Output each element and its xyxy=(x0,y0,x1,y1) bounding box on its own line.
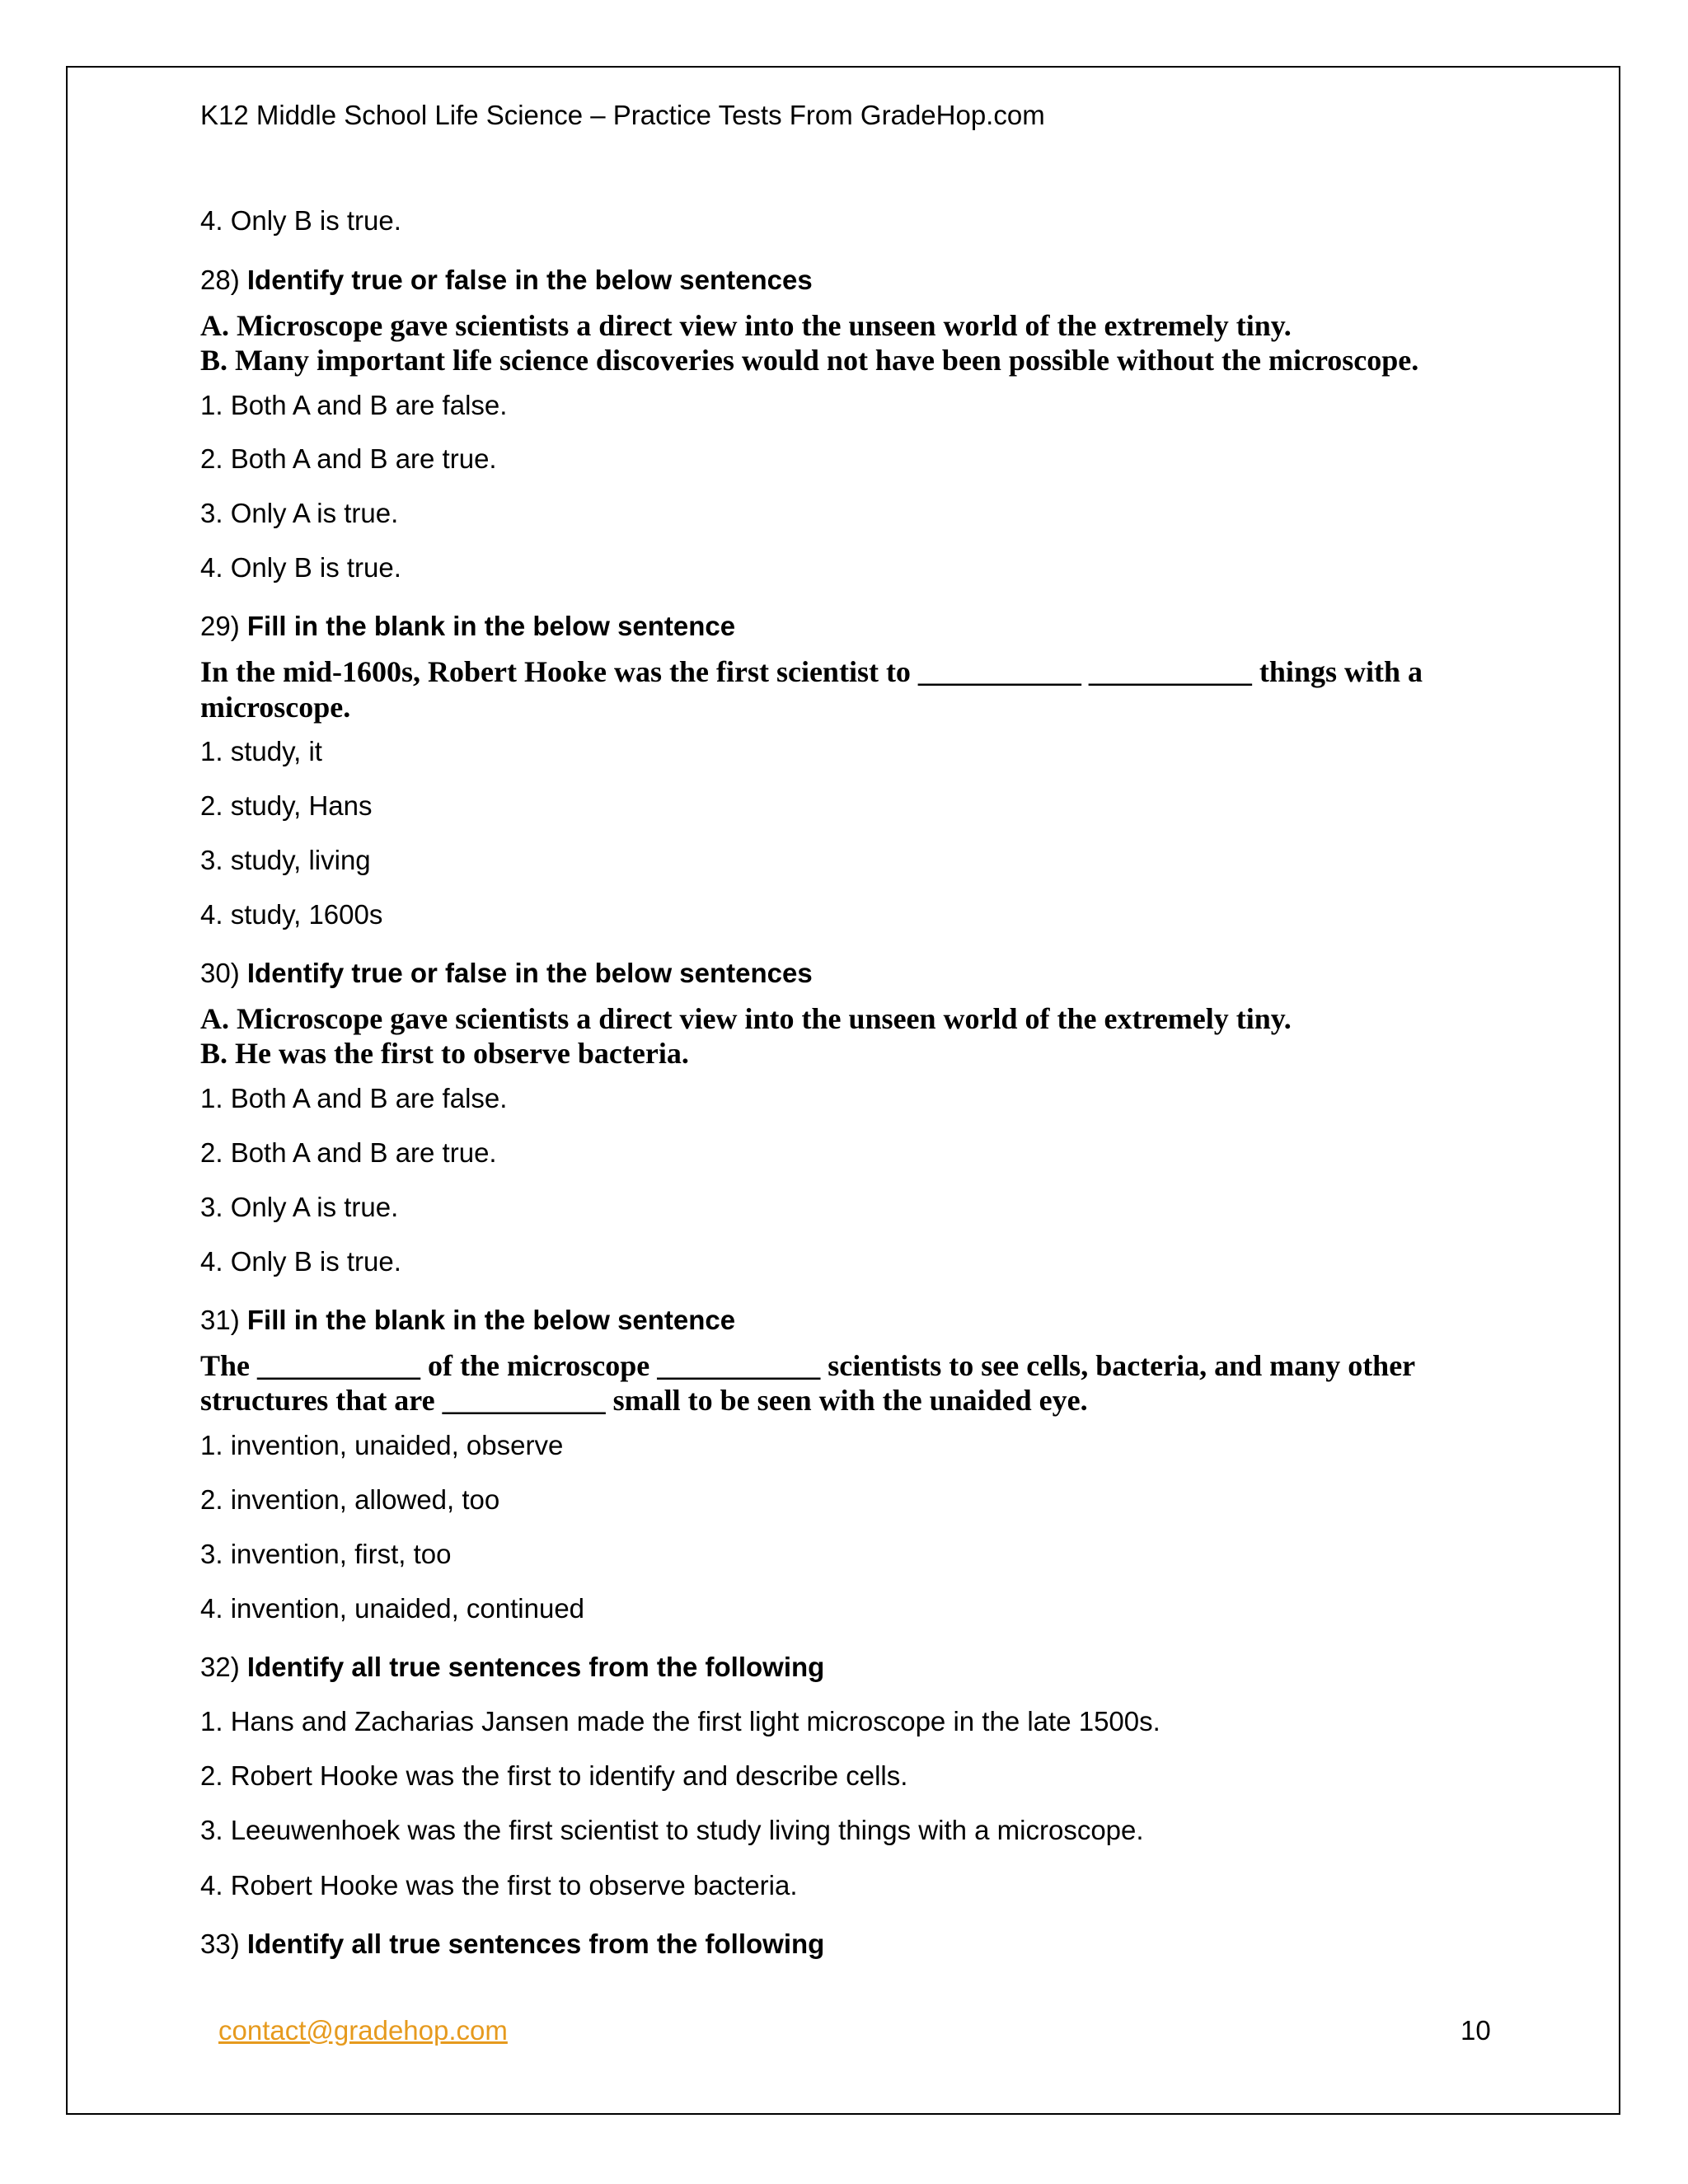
question-29-statement-line-2: microscope. xyxy=(200,691,351,724)
question-number: 33) xyxy=(200,1929,240,1959)
question-29-option-4: 4. study, 1600s xyxy=(200,899,383,930)
question-28-heading xyxy=(200,264,813,297)
question-30-option-4: 4. Only B is true. xyxy=(200,1246,401,1277)
question-30-option-2: 2. Both A and B are true. xyxy=(200,1137,497,1168)
question-30-option-1: 1. Both A and B are false. xyxy=(200,1083,508,1113)
question-number: 29) xyxy=(200,611,240,641)
question-31-heading xyxy=(200,1304,735,1337)
question-33-heading xyxy=(200,1928,824,1961)
page-header-title: K12 Middle School Life Science – Practice Tests From GradeHop.com xyxy=(200,100,1045,130)
question-30-heading xyxy=(200,957,813,990)
question-prompt: Identify true or false in the below sentences xyxy=(246,958,813,988)
question-31-option-3: 3. invention, first, too xyxy=(200,1539,452,1569)
question-32-option-1: 1. Hans and Zacharias Jansen made the first light microscope in the late 1500s. xyxy=(200,1706,1160,1736)
question-32-option-2: 2. Robert Hooke was the first to identify and describe cells. xyxy=(200,1760,908,1791)
question-31-statement-line-1: The ___________ of the microscope ___________ scientists to see cells, bacteria, and many other xyxy=(200,1349,1416,1382)
question-prompt: Identify all true sentences from the following xyxy=(246,1929,825,1959)
question-31-option-4: 4. invention, unaided, continued xyxy=(200,1593,585,1624)
question-28-option-4: 4. Only B is true. xyxy=(200,552,401,583)
question-31-option-1: 1. invention, unaided, observe xyxy=(200,1430,564,1460)
question-30-option-3: 3. Only A is true. xyxy=(200,1192,399,1222)
question-29-option-2: 2. study, Hans xyxy=(200,790,373,821)
question-32-option-3: 3. Leeuwenhoek was the first scientist to study living things with a microscope. xyxy=(200,1815,1144,1845)
question-28-option-2: 2. Both A and B are true. xyxy=(200,443,497,474)
question-31-option-2: 2. invention, allowed, too xyxy=(200,1484,500,1515)
page-number: 10 xyxy=(1461,2015,1491,2046)
footer-email-link[interactable]: contact@gradehop.com xyxy=(218,2015,508,2046)
question-number: 32) xyxy=(200,1652,240,1682)
question-29-option-3: 3. study, living xyxy=(200,845,371,875)
question-29-statement-line-1: In the mid-1600s, Robert Hooke was the first scientist to ___________ ___________ things with a xyxy=(200,655,1423,688)
carryover-option: 4. Only B is true. xyxy=(200,205,401,236)
question-28-statement-a: A. Microscope gave scientists a direct view into the unseen world of the extremely tiny. xyxy=(200,309,1292,342)
question-31-statement-line-2: structures that are ___________ small to be seen with the unaided eye. xyxy=(200,1384,1088,1417)
question-28-option-1: 1. Both A and B are false. xyxy=(200,390,508,420)
question-number: 28) xyxy=(200,265,240,295)
question-30-statement-a: A. Microscope gave scientists a direct view into the unseen world of the extremely tiny. xyxy=(200,1002,1292,1035)
question-30-statement-b: B. He was the first to observe bacteria. xyxy=(200,1037,689,1070)
question-prompt: Identify all true sentences from the following xyxy=(246,1652,825,1682)
question-28-option-3: 3. Only A is true. xyxy=(200,498,399,528)
question-number: 31) xyxy=(200,1305,240,1335)
question-number: 30) xyxy=(200,958,240,988)
question-29-heading xyxy=(200,610,735,643)
question-prompt: Fill in the blank in the below sentence xyxy=(246,1305,736,1335)
question-29-option-1: 1. study, it xyxy=(200,736,322,766)
question-prompt: Identify true or false in the below sentences xyxy=(246,265,813,295)
question-32-option-4: 4. Robert Hooke was the first to observe bacteria. xyxy=(200,1870,798,1900)
question-prompt: Fill in the blank in the below sentence xyxy=(246,611,736,641)
question-28-statement-b: B. Many important life science discoveries would not have been possible without the microscope. xyxy=(200,344,1419,377)
question-32-heading xyxy=(200,1651,824,1684)
